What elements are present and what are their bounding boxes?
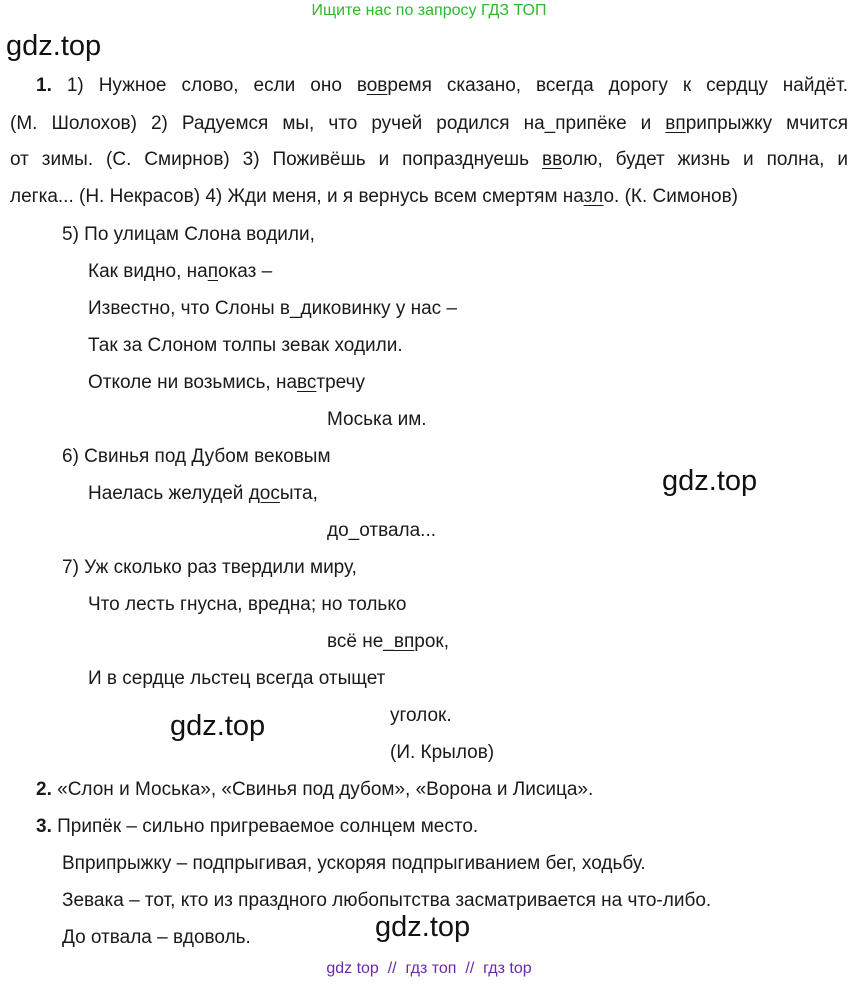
bottom-link-1[interactable]: gdz top — [326, 960, 379, 977]
task3-line-1 — [36, 815, 478, 839]
watermark: gdz.top — [375, 911, 471, 943]
task3-number: 3. — [36, 816, 52, 837]
poem7-line-4: И в сердце льстец всегда отыщет — [88, 668, 386, 689]
underlined-part: п — [207, 261, 218, 282]
underlined-part: вп — [665, 113, 686, 134]
text-part: «Слон и Моська», «Свинья под дубом», «Ворона и Лисица». — [57, 779, 594, 800]
poem6-line-3: до_отвала... — [327, 520, 437, 541]
watermark: gdz.top — [662, 465, 758, 497]
text-part: Наелась желудей — [88, 483, 249, 504]
poem5-line-2 — [88, 260, 272, 284]
poem5-line-5 — [88, 371, 365, 395]
text-part: рипрыжку мчится — [685, 113, 848, 134]
poem7-line-2: Что лесть гнусна, вредна; но только — [88, 594, 407, 615]
text-part: оказ – — [218, 261, 273, 282]
task1-line-4 — [10, 185, 738, 209]
text-part: олю, будет жизнь и полна, и — [561, 149, 848, 170]
bottom-link-2[interactable]: гдз топ — [405, 960, 457, 977]
task1-line-1 — [36, 74, 848, 98]
underlined-part: ов — [366, 75, 388, 96]
task2-number: 2. — [36, 779, 52, 800]
text-part: Припёк – сильно пригреваемое солнцем место. — [57, 816, 479, 837]
poem6-line-2 — [88, 482, 318, 506]
underlined-part: зл — [583, 186, 604, 207]
bottom-link-3[interactable]: гдз top — [483, 960, 532, 977]
text-part: 1) Нужное слово, если оно в — [66, 75, 367, 96]
text-part: легка... (Н. Некрасов) 4) Жди меня, и я вернусь всем смертям на — [10, 186, 584, 207]
text-part: Как видно, на — [88, 261, 208, 282]
poem5-line-3: Известно, что Слоны в_диковинку у нас – — [88, 298, 458, 319]
poem7-line-5: уголок. — [390, 705, 452, 726]
text-part: от зимы. (С. Смирнов) 3) Поживёшь и попразднуешь — [10, 149, 542, 170]
watermark: gdz.top — [170, 710, 266, 742]
poem6-line-1: 6) Свинья под Дубом вековым — [62, 446, 331, 467]
underlined-part: вс — [297, 372, 317, 393]
task2-line — [36, 778, 593, 802]
separator: // — [465, 960, 475, 977]
underlined-part: дос — [248, 483, 280, 504]
task3-line-2: Вприпрыжку – подпрыгивая, ускоряя подпрыгиванием бег, ходьбу. — [62, 853, 646, 874]
text-part: ыта, — [279, 483, 318, 504]
text-part: рок, — [414, 631, 449, 652]
text-part: ремя сказано, всегда дорогу к сердцу найдёт. — [387, 75, 848, 96]
poem7-author: (И. Крылов) — [390, 742, 495, 763]
text-part: Отколе ни возьмись, на — [88, 372, 298, 393]
top-banner-link[interactable]: Ищите нас по запросу ГДЗ ТОП — [311, 2, 547, 19]
underlined-part: вп — [393, 631, 415, 652]
text-part: о. (К. Симонов) — [603, 186, 738, 207]
separator: // — [387, 960, 397, 977]
poem7-line-1: 7) Уж сколько раз твердили миру, — [62, 557, 357, 578]
task3-line-3: Зевака – тот, кто из праздного любопытства засматривается на что-либо. — [62, 890, 712, 911]
underlined-part: вв — [542, 149, 562, 170]
poem5-line-6: Моська им. — [327, 409, 427, 430]
text-part: (М. Шолохов) 2) Радуемся мы, что ручей родился на_припёке и — [10, 113, 666, 134]
task1-line-2 — [10, 112, 848, 136]
task3-line-4: До отвала – вдоволь. — [62, 927, 251, 948]
watermark: gdz.top — [6, 30, 102, 62]
text-part: тречу — [316, 372, 366, 393]
bottom-links — [0, 960, 858, 978]
task1-number: 1. — [36, 75, 52, 96]
poem5-line-4: Так за Слоном толпы зевак ходили. — [88, 335, 403, 356]
poem7-line-3 — [327, 630, 449, 654]
poem5-line-1: 5) По улицам Слона водили, — [62, 224, 315, 245]
task1-line-3 — [10, 148, 848, 172]
text-part: всё не_ — [327, 631, 394, 652]
